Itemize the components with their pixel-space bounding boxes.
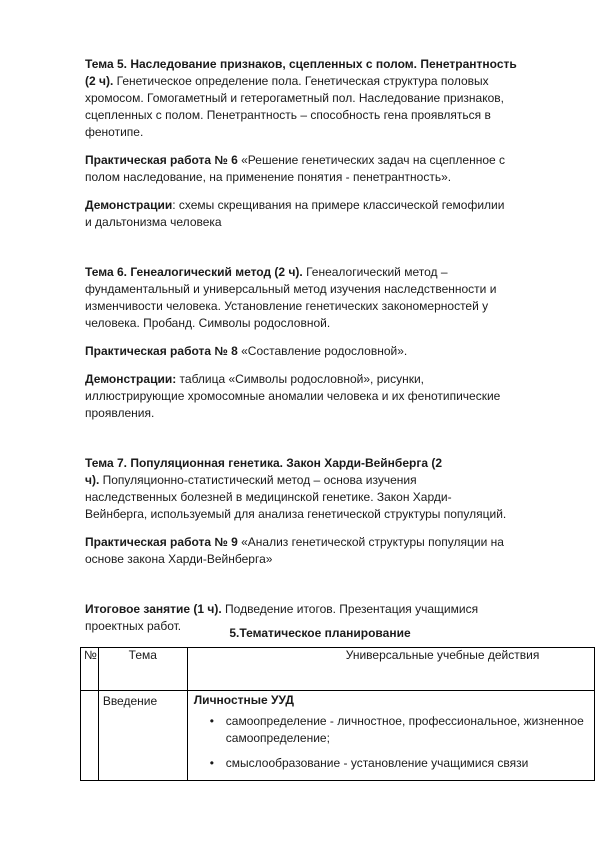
topic5-title: Тема 5. Наследование признаков, сцепленных с полом. Пенетрантность bbox=[85, 57, 517, 71]
topic5-demo-text-2: и дальтонизма человека bbox=[85, 215, 222, 229]
header-uud: Универсальные учебные действия bbox=[187, 648, 594, 691]
topic6-text-3: изменчивости человека. Установление генетических закономерностей у bbox=[85, 299, 489, 313]
table-header-row bbox=[81, 648, 595, 691]
topic5-demo-text-1: : схемы скрещивания на примере классической гемофилии bbox=[172, 198, 505, 212]
topic7-practical-text-2: основе закона Харди-Вейнберга» bbox=[85, 552, 273, 566]
list-item bbox=[209, 755, 594, 772]
list-item-line-1: самоопределение - личностное, профессиональное, жизненное bbox=[225, 714, 584, 728]
topic6-practical bbox=[85, 343, 561, 360]
header-theme: Тема bbox=[98, 648, 187, 691]
topic6-paragraph bbox=[85, 264, 561, 332]
topic5-text-3: сцепленных с полом. Пенетрантность – способность гена проявляться в bbox=[85, 108, 491, 122]
uud-title: Личностные УУД bbox=[193, 693, 294, 707]
topic7-practical bbox=[85, 534, 561, 568]
topic5-text-4: фенотипе. bbox=[85, 125, 144, 139]
topic6-practical-text: «Составление родословной». bbox=[237, 344, 408, 358]
section-heading: 5.Тематическое планирование bbox=[229, 626, 411, 640]
topic6-text-4: человека. Пробанд. Символы родословной. bbox=[85, 316, 331, 330]
uud-list bbox=[194, 713, 594, 772]
topic6-practical-label: Практическая работа № 8 bbox=[85, 344, 238, 358]
topic5-practical bbox=[85, 152, 561, 186]
topic7-title-1: Тема 7. Популяционная генетика. Закон Харди-Вейнберга (2 bbox=[85, 456, 442, 470]
topic7-title-2: ч). bbox=[85, 473, 100, 487]
topic5-practical-text-1: «Решение генетических задач на сцепленное с bbox=[237, 153, 506, 167]
topic7-text-2: наследственных болезней в медицинской генетике. Закон Харди- bbox=[85, 490, 452, 504]
final-label: Итоговое занятие (1 ч). bbox=[85, 602, 222, 616]
document-body bbox=[85, 56, 561, 635]
bullet-icon: • bbox=[209, 756, 214, 770]
topic5-practical-text-2: полом наследование, на применение понятия - пенетрантность». bbox=[85, 170, 452, 184]
header-number: № bbox=[81, 648, 99, 691]
topic5-text-2: хромосом. Гомогаметный и гетерогаметный пол. Наследование признаков, bbox=[85, 91, 504, 105]
planning-table bbox=[80, 647, 595, 781]
topic5-title-end: (2 ч). bbox=[85, 74, 114, 88]
table-row bbox=[81, 691, 595, 781]
final-text-1: Подведение итогов. Презентация учащимися bbox=[221, 602, 479, 616]
topic7-text-3: Вейнберга, используемый для анализа генетической структуры популяций. bbox=[85, 507, 507, 521]
topic5-demo-label: Демонстрации bbox=[85, 198, 173, 212]
topic5-demo bbox=[85, 197, 561, 231]
topic6-demo-text-1: таблица «Символы родословной», рисунки, bbox=[176, 372, 424, 386]
list-item-line-1: смыслообразование - установление учащимися связи bbox=[225, 756, 529, 770]
topic5-practical-label: Практическая работа № 6 bbox=[85, 153, 238, 167]
bullet-icon: • bbox=[209, 714, 214, 728]
topic5-paragraph bbox=[85, 56, 561, 141]
row-theme-cell: Введение bbox=[98, 691, 187, 781]
topic6-demo bbox=[85, 371, 561, 422]
final-text-2: проектных работ. bbox=[85, 619, 182, 633]
row-number-cell bbox=[81, 691, 99, 781]
topic6-text-1: Генеалогический метод – bbox=[302, 265, 448, 279]
row-uud-cell bbox=[187, 691, 594, 781]
topic7-text-1: Популяционно-статистический метод – основа изучения bbox=[99, 473, 417, 487]
topic6-title: Тема 6. Генеалогический метод (2 ч). bbox=[85, 265, 303, 279]
topic7-practical-text-1: «Анализ генетической структуры популяции на bbox=[237, 535, 504, 549]
topic6-demo-label: Демонстрации: bbox=[85, 372, 177, 386]
topic7-practical-label: Практическая работа № 9 bbox=[85, 535, 238, 549]
topic5-text-1: Генетическое определение пола. Генетическая структура половых bbox=[113, 74, 489, 88]
topic6-text-2: фундаментальный и универсальный метод изучения наследственности и bbox=[85, 282, 497, 296]
list-item bbox=[209, 713, 594, 747]
list-item-line-2: самоопределение; bbox=[225, 731, 330, 745]
topic7-paragraph bbox=[85, 455, 561, 523]
topic6-demo-text-3: проявления. bbox=[85, 406, 155, 420]
topic6-demo-text-2: иллюстрирующие хромосомные аномалии человека и их фенотипические bbox=[85, 389, 501, 403]
